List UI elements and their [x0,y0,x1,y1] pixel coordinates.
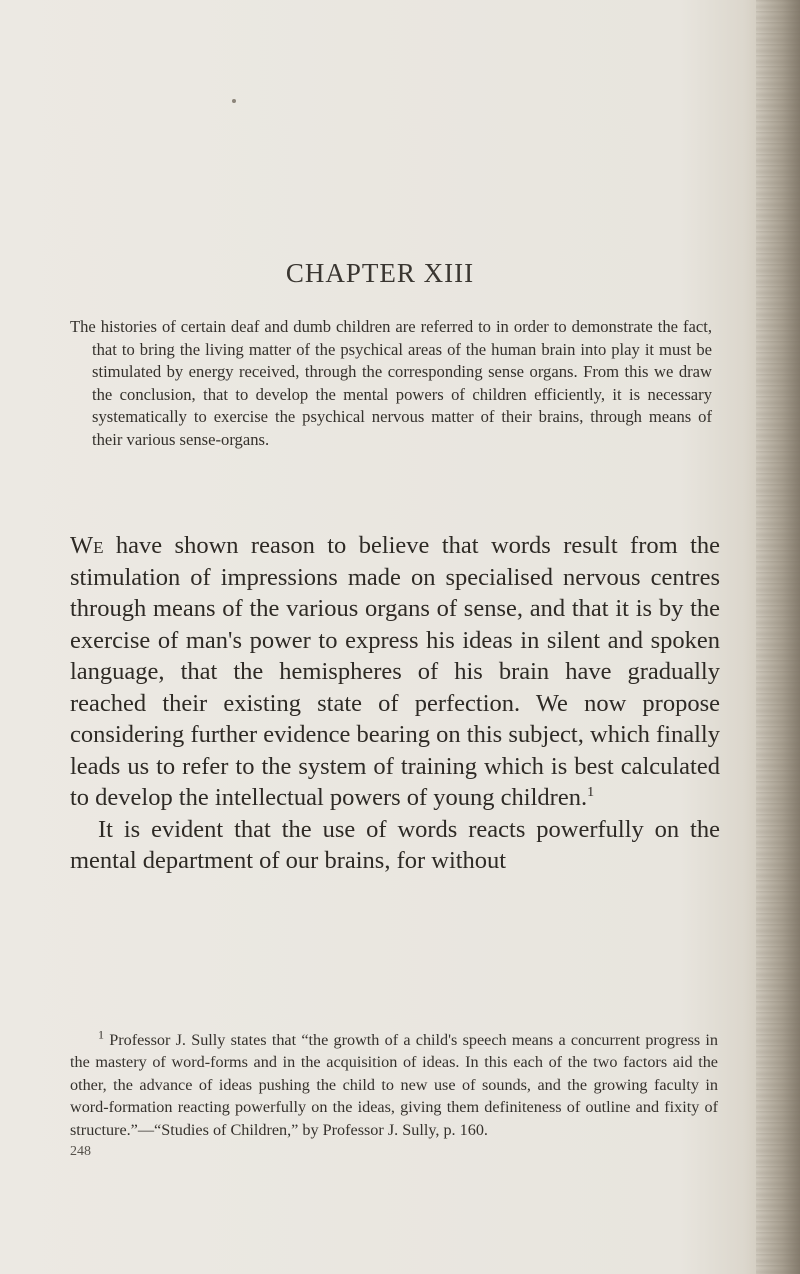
page-number: 248 [70,1144,91,1159]
chapter-summary: The histories of certain deaf and dumb children are referred to in order to demonstrate the fact, that to bring the living matter of the psychical areas of the human brain into play it must be stimulated by energy received, through the corresponding sense organs. From this we draw the conclusion, that to develop the mental powers of children efficiently, it is necessary systematically to exercise the psychical nervous matter of their brains, through means of their various sense-organs. [70,317,712,449]
footnote [70,1029,718,1141]
footnote-number: 1 [98,1027,104,1042]
chapter-title: CHAPTER XIII [285,258,475,288]
paragraph-1-text: have shown reason to believe that words result from the stimulation of impressions made on specialised nervous centres through means of the various organs of sense, and that it is by the exercise of man's power to express his ideas in silent and spoken language, that the hemispheres of his brain have gradually reached their existing state of perfection. We now propose considering further evidence bearing on this subject, which finally leads us to refer to the system of training which is best calculated to develop the intellectual powers of young children. [70,532,720,811]
footnote-reference[interactable]: 1 [587,784,595,800]
page-edge-shadow [756,0,800,1274]
paragraph-1-first-word: We [70,532,104,559]
main-text [70,530,720,877]
paragraph-1 [70,530,720,814]
paragraph-2: It is evident that the use of words reacts powerfully on the mental department of our brains, for without [70,815,720,874]
paper-speck [232,99,236,103]
footnote-text: Professor J. Sully states that “the growth of a child's speech means a concurrent progress in the mastery of word-forms and in the acquisition of ideas. In this each of the two factors aid the other, the advance of ideas pushing the child to new use of sounds, and the growing faculty in word-formation reacting powerfully on the ideas, giving them definiteness of outline and fixity of structure.”—“Studies of Children,” by Professor J. Sully, p. 160. [70,1031,718,1139]
